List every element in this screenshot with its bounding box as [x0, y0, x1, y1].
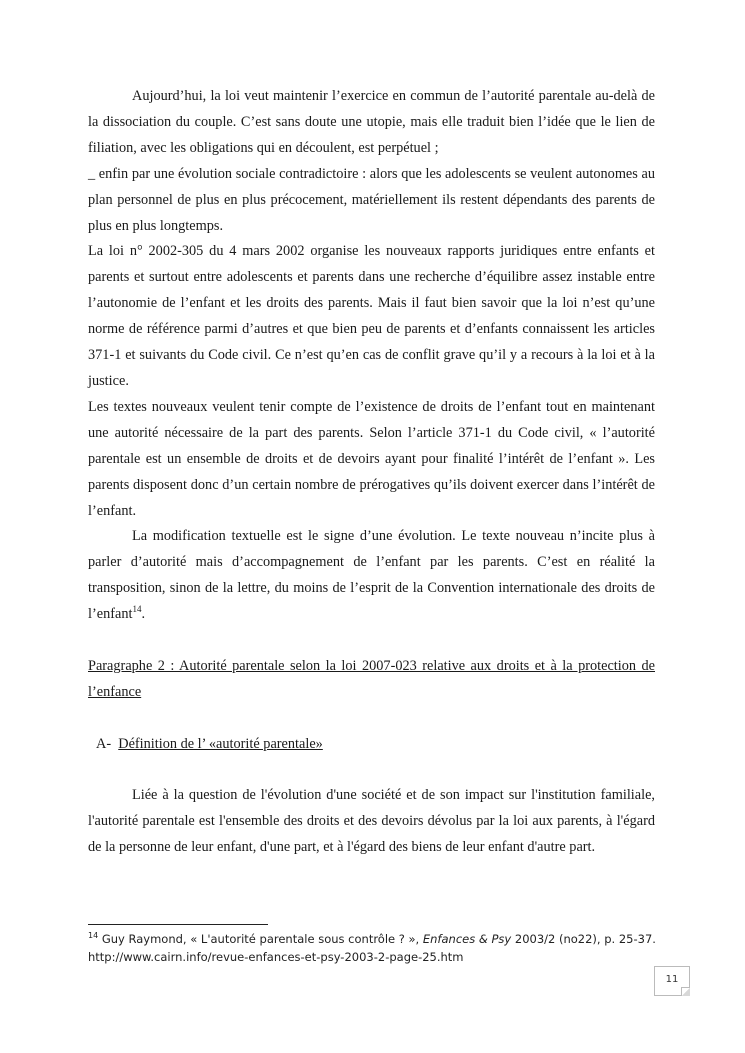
paragraph-5 [88, 524, 655, 628]
body-text [88, 84, 655, 861]
subsection-heading [88, 732, 655, 758]
page-number: 11 [654, 966, 690, 996]
paragraph-5-text: La modification textuelle est le signe d’une évolution. Le texte nouveau n’incite plus à parler d’autorité mais d’accompagnement de l’enfant par les parents. C’est en réalité la transposition, sinon de la lettre, du moins de l’esprit de la Convention internationale des droits de l’enfant [88, 528, 655, 623]
paragraph-1: Aujourd’hui, la loi veut maintenir l’exercice en commun de l’autorité parentale au-delà de la dissociation du couple. C’est sans doute une utopie, mais elle traduit bien l’idée que le lien de filiation, avec les obligations qui en découlent, est perpétuel ; [88, 88, 655, 156]
footnote-text-before: Guy Raymond, « L'autorité parentale sous contrôle ? », [98, 932, 423, 946]
subsection-marker: A- [96, 735, 112, 752]
paragraph-5-end: . [141, 606, 146, 623]
paragraph-3: La loi n° 2002-305 du 4 mars 2002 organise les nouveaux rapports juridiques entre enfants et parents et surtout entre adolescents et parents dans une recherche d’équilibre assez instable entre l’autonomie de l’enfant et les droits des parents. Mais il faut bien savoir que la loi n’est qu’une norme de référence parmi d’autres et que bien peu de parents et d’enfants connaissent les articles 371-1 et suivants du Code civil. Ce n’est qu’en cas de conflit grave qu’il y a recours à la loi et à la justice. [88, 243, 655, 389]
footnote-journal: Enfances & Psy [422, 932, 512, 946]
paragraph-6: Liée à la question de l'évolution d'une société et de son impact sur l'institution familiale, l'autorité parentale est l'ensemble des droits et des devoirs dévolus par la loi aux parents, à l'égard de la personne de leur enfant, d'une part, et à l'égard des biens de leur enfant d'autre part. [88, 787, 655, 856]
section-heading-text: Paragraphe 2 : Autorité parentale selon la loi 2007-023 relative aux droits et à la protection de l’enfance [88, 657, 655, 700]
footnote-separator [88, 924, 268, 925]
footnote-number: 14 [88, 931, 99, 941]
subsection-title: Définition de l’ «autorité parentale» [118, 735, 323, 752]
footnote-text-after: 2003/2 (no22), p. 25-37. http://www.cairn.info/revue-enfances-et-psy-2003-2-page-25.htm [88, 932, 656, 964]
paragraph-4: Les textes nouveaux veulent tenir compte de l’existence de droits de l’enfant tout en maintenant une autorité nécessaire de la part des parents. Selon l’article 371-1 du Code civil, « l’autorité parentale est un ensemble de droits et de devoirs ayant pour finalité l’intérêt de l’enfant ». Les parents disposent donc d’un certain nombre de prérogatives qu’ils doivent exercer dans l’intérêt de l’enfant. [88, 398, 655, 519]
paragraph-2: _ enfin par une évolution sociale contradictoire : alors que les adolescents se veulent autonomes au plan personnel de plus en plus précocement, matériellement ils restent dépendants des parents de plus en plus longtemps. [88, 165, 655, 234]
footnote [88, 930, 668, 966]
section-heading [88, 654, 655, 706]
footnote-reference[interactable]: 14 [132, 604, 142, 615]
